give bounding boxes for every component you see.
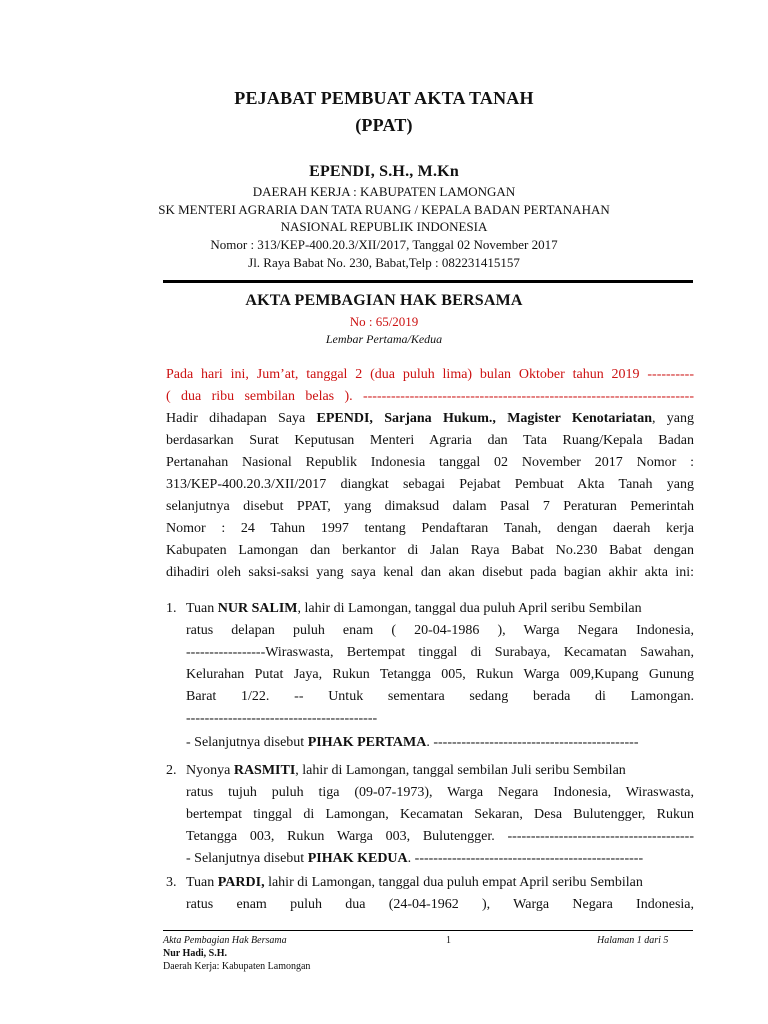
footer-divider <box>163 930 693 931</box>
footer-page-of: Halaman 1 dari 5 <box>597 935 669 946</box>
party-1-line-5: Barat 1/22. -- Untuk sementara sedang berada di Lamongan. <box>186 689 694 704</box>
opening-line-2: berdasarkan Surat Keputusan Menteri Agraria dan Tata Ruang/Kepala Badan <box>166 433 694 448</box>
deed-title: AKTA PEMBAGIAN HAK BERSAMA <box>245 292 523 309</box>
deed-number: No : 65/2019 <box>349 314 419 329</box>
party-3-line-2: ratus enam puluh dua (24-04-1962 ), Warga Negara Indonesia, <box>186 897 694 912</box>
party-1-line-2: ratus delapan puluh enam ( 20-04-1986 ), Warga Negara Indonesia, <box>186 623 694 638</box>
party-2 <box>166 760 694 870</box>
header-divider <box>163 280 693 283</box>
text-run: lahir di Lamongan, tanggal dua puluh empat April seribu Sembilan <box>264 875 643 890</box>
date-line-1: Pada hari ini, Jum’at, tanggal 2 (dua puluh lima) bulan Oktober tahun 2019 ---------- <box>166 367 694 382</box>
office-address: Jl. Raya Babat No. 230, Babat,Telp : 082231415157 <box>248 255 520 270</box>
party-2-designation <box>166 848 694 870</box>
opening-line-8: dihadiri oleh saksi-saksi yang saya kenal dan akan disebut pada bagian akhir akta ini: <box>166 565 694 580</box>
text-run: Hadir dihadapan Saya <box>166 411 317 426</box>
party-2-line-1 <box>166 760 694 782</box>
text-run: - Selanjutnya disebut <box>186 851 308 866</box>
opening-paragraph <box>166 364 694 584</box>
party-2-line-2: ratus tujuh puluh tiga (09-07-1973), Warga Negara Indonesia, Wiraswasta, <box>186 785 694 800</box>
official-full-name: EPENDI, Sarjana Hukum., Magister Kenotariatan <box>316 411 652 426</box>
official-name: EPENDI, S.H., M.Kn <box>309 163 459 180</box>
party-1-line-1 <box>166 598 694 620</box>
decree-number: Nomor : 313/KEP-400.20.3/XII/2017, Tanggal 02 November 2017 <box>210 237 558 252</box>
footer-work-area: Daerah Kerja: Kabupaten Lamongan <box>163 961 311 972</box>
party-2-line-4: Tetangga 003, Rukun Warga 003, Bulutengger. ---------------------------------------- <box>186 829 694 844</box>
decree-line-2: NASIONAL REPUBLIK INDONESIA <box>280 219 488 234</box>
party-1-name: NUR SALIM <box>217 601 298 616</box>
list-number: 3. <box>166 875 177 890</box>
text-run: - Selanjutnya disebut <box>186 735 308 750</box>
party-3-line-1 <box>166 872 694 894</box>
party-1-line-6: ----------------------------------------- <box>186 711 378 726</box>
text-run: Nyonya <box>186 763 234 778</box>
list-number: 2. <box>166 763 177 778</box>
text-run: . -------------------------------------------- <box>426 735 639 750</box>
text-run: Tuan <box>186 875 218 890</box>
party-1-line-4: Kelurahan Putat Jaya, Rukun Tetangga 005, Rukun Warga 009,Kupang Gunung <box>186 667 694 682</box>
party-2-name: RASMITI <box>233 763 296 778</box>
party-1 <box>166 598 694 754</box>
footer-name: Nur Hadi, S.H. <box>163 948 227 959</box>
office-abbreviation: (PPAT) <box>355 115 413 135</box>
decree-line-1: SK MENTERI AGRARIA DAN TATA RUANG / KEPALA BADAN PERTANAHAN <box>158 202 610 217</box>
date-line-2: ( dua ribu sembilan belas ). ----------------------------------------------------------------------- <box>166 389 694 404</box>
opening-line-1 <box>166 408 694 430</box>
opening-line-6: Nomor : 24 Tahun 1997 tentang Pendaftaran Tanah, dengan daerah kerja <box>166 521 694 536</box>
party-3-name: PARDI, <box>217 875 265 890</box>
opening-line-5: selanjutnya disebut PPAT, yang dimaksud dalam Pasal 7 Peraturan Pemerintah <box>166 499 694 514</box>
text-run: Tuan <box>186 601 218 616</box>
text-run: , lahir di Lamongan, tanggal dua puluh April seribu Sembilan <box>297 601 642 616</box>
party-1-role: PIHAK PERTAMA <box>307 735 427 750</box>
text-run: , yang <box>651 411 694 426</box>
list-number: 1. <box>166 601 177 616</box>
office-title: PEJABAT PEMBUAT AKTA TANAH <box>234 88 534 108</box>
footer-doc-title: Akta Pembagian Hak Bersama <box>163 935 287 946</box>
opening-line-3: Pertanahan Nasional Republik Indonesia tanggal 02 November 2017 Nomor : <box>166 455 694 470</box>
footer-page-number: 1 <box>446 935 451 946</box>
opening-line-7: Kabupaten Lamongan dan berkantor di Jalan Raya Babat No.230 Babat dengan <box>166 543 694 558</box>
party-2-line-3: bertempat tinggal di Lamongan, Kecamatan Sekaran, Desa Bulutengger, Rukun <box>186 807 694 822</box>
work-area: DAERAH KERJA : KABUPATEN LAMONGAN <box>252 184 516 199</box>
text-run: , lahir di Lamongan, tanggal sembilan Juli seribu Sembilan <box>295 763 626 778</box>
party-1-line-3: -----------------Wiraswasta, Bertempat tinggal di Surabaya, Kecamatan Sawahan, <box>186 645 694 660</box>
party-2-role: PIHAK KEDUA <box>307 851 408 866</box>
party-1-designation <box>166 732 694 754</box>
party-3 <box>166 872 694 916</box>
text-run: . ------------------------------------------------- <box>407 851 644 866</box>
deed-sheet: Lembar Pertama/Kedua <box>325 332 443 346</box>
opening-line-4: 313/KEP-400.20.3/XII/2017 diangkat sebagai Pejabat Pembuat Akta Tanah yang <box>166 477 694 492</box>
